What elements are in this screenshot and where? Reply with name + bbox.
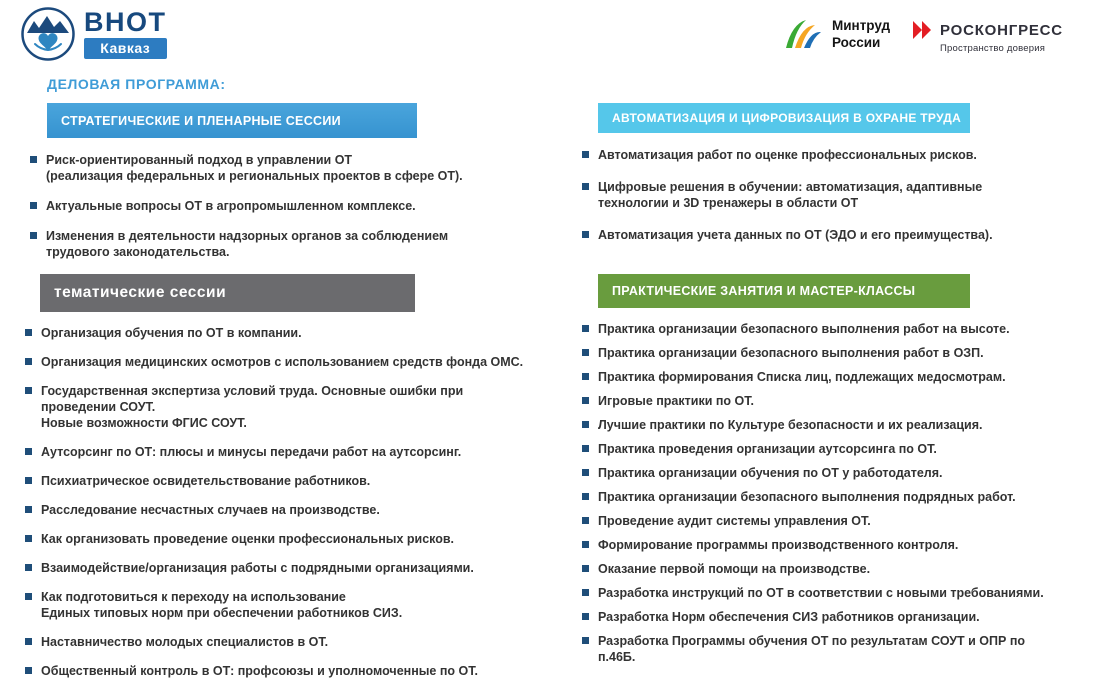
section-practical-masterclasses	[582, 274, 1064, 673]
bullet-square-icon	[30, 156, 37, 163]
mintrud-logo-text	[832, 18, 890, 52]
bullet-square-icon	[582, 397, 589, 404]
list-item-text: Актуальные вопросы ОТ в агропромышленном комплексе.	[46, 199, 416, 213]
list-item	[25, 502, 540, 518]
list-item	[25, 560, 540, 576]
list-item-text: Разработка инструкций по ОТ в соответствии с новыми требованиями.	[598, 586, 1044, 600]
list-item	[582, 227, 1064, 243]
bullet-square-icon	[25, 477, 32, 484]
vnot-logo	[20, 6, 167, 62]
list-item	[30, 152, 512, 184]
section-header-practical: ПРАКТИЧЕСКИЕ ЗАНЯТИЯ И МАСТЕР-КЛАССЫ	[598, 274, 970, 308]
list-item	[582, 345, 1064, 361]
bullet-square-icon	[30, 232, 37, 239]
list-item-text: Практика организации безопасного выполнения работ на высоте.	[598, 322, 1010, 336]
bullet-square-icon	[582, 469, 589, 476]
bullet-square-icon	[25, 506, 32, 513]
bullet-square-icon	[582, 445, 589, 452]
bullet-square-icon	[582, 589, 589, 596]
automation-session-list	[582, 147, 1064, 243]
bullet-square-icon	[582, 493, 589, 500]
bullet-square-icon	[582, 421, 589, 428]
list-item-text: Расследование несчастных случаев на производстве.	[41, 503, 380, 517]
list-item	[25, 383, 540, 431]
section-header-automation: АВТОМАТИЗАЦИЯ И ЦИФРОВИЗАЦИЯ В ОХРАНЕ ТРУДА	[598, 103, 970, 133]
bullet-square-icon	[25, 667, 32, 674]
list-item-text: Автоматизация учета данных по ОТ (ЭДО и его преимущества).	[598, 228, 993, 242]
section-thematic-sessions	[25, 274, 540, 682]
roscongress-name: РОСКОНГРЕСС	[940, 21, 1063, 39]
section-strategic-sessions	[30, 103, 512, 274]
list-item-text: Практика организации безопасного выполнения подрядных работ.	[598, 490, 1016, 504]
list-item-text: Организация медицинских осмотров с использованием средств фонда ОМС.	[41, 355, 524, 369]
list-item-text: Практика проведения организации аутсорсинга по ОТ.	[598, 442, 937, 456]
list-item	[25, 473, 540, 489]
list-item	[30, 228, 512, 260]
list-item-text: Организация обучения по ОТ в компании.	[41, 326, 302, 340]
list-item	[582, 513, 1064, 529]
list-item	[25, 634, 540, 650]
list-item	[582, 441, 1064, 457]
list-item-text: Разработка Программы обучения ОТ по результатам СОУТ и ОПР по п.46Б.	[598, 634, 1026, 664]
mintrud-line2: России	[832, 35, 881, 50]
thematic-session-list	[25, 325, 540, 679]
list-item	[25, 531, 540, 547]
vnot-emblem-icon	[20, 6, 76, 62]
list-item-text: Проведение аудит системы управления ОТ.	[598, 514, 871, 528]
section-automation-digitalization	[582, 103, 1064, 259]
list-item-text: Разработка Норм обеспечения СИЗ работников организации.	[598, 610, 980, 624]
bullet-square-icon	[30, 202, 37, 209]
list-item	[582, 369, 1064, 385]
list-item-text: Риск-ориентированный подход в управлении ОТ (реализация федеральных и региональных проектов в сфере ОТ).	[46, 153, 463, 183]
mintrud-emblem-icon	[783, 16, 823, 54]
bullet-square-icon	[582, 373, 589, 380]
list-item-text: Как организовать проведение оценки профессиональных рисков.	[41, 532, 455, 546]
list-item	[582, 489, 1064, 505]
bullet-square-icon	[25, 448, 32, 455]
list-item	[25, 589, 540, 621]
page-title: ДЕЛОВАЯ ПРОГРАММА:	[47, 76, 226, 92]
mintrud-line1: Минтруд	[832, 18, 891, 34]
bullet-square-icon	[582, 637, 589, 644]
list-item	[582, 585, 1064, 601]
list-item	[582, 417, 1064, 433]
list-item	[25, 663, 540, 679]
list-item-text: Практика организации безопасного выполнения работ в ОЗП.	[598, 346, 984, 360]
list-item-text: Практика организации обучения по ОТ у работодателя.	[598, 466, 943, 480]
roscongress-logo	[912, 20, 1063, 54]
list-item-text: Автоматизация работ по оценке профессиональных рисков.	[598, 148, 977, 162]
practical-session-list	[582, 321, 1064, 665]
list-item-text: Как подготовиться к переходу на использование Единых типовых норм при обеспечении работников СИЗ.	[41, 590, 403, 620]
bullet-square-icon	[25, 329, 32, 336]
bullet-square-icon	[25, 564, 32, 571]
bullet-square-icon	[582, 541, 589, 548]
roscongress-mark-icon	[912, 20, 933, 40]
bullet-square-icon	[25, 358, 32, 365]
list-item-text: Психиатрическое освидетельствование работников.	[41, 474, 371, 488]
vnot-logo-text	[84, 9, 167, 59]
section-header-thematic: тематические сессии	[40, 274, 415, 312]
list-item	[582, 633, 1064, 665]
bullet-square-icon	[582, 565, 589, 572]
list-item	[582, 147, 1064, 163]
strategic-session-list	[30, 152, 512, 260]
bullet-square-icon	[25, 593, 32, 600]
list-item	[25, 444, 540, 460]
bullet-square-icon	[582, 183, 589, 190]
list-item-text: Наставничество молодых специалистов в ОТ.	[41, 635, 329, 649]
list-item-text: Государственная экспертиза условий труда. Основные ошибки при проведении СОУТ. Новые возможности ФГИС СОУТ.	[41, 384, 464, 430]
list-item-text: Изменения в деятельности надзорных органов за соблюдением трудового законодательства.	[46, 229, 449, 259]
bullet-square-icon	[582, 517, 589, 524]
mintrud-logo	[783, 16, 890, 54]
list-item-text: Лучшие практики по Культуре безопасности и их реализация.	[598, 418, 983, 432]
bullet-square-icon	[25, 535, 32, 542]
roscongress-tagline: Пространство доверия	[940, 43, 1046, 54]
list-item	[582, 561, 1064, 577]
list-item	[582, 465, 1064, 481]
list-item	[30, 198, 512, 214]
section-header-strategic: СТРАТЕГИЧЕСКИЕ И ПЛЕНАРНЫЕ СЕССИИ	[47, 103, 417, 138]
list-item-text: Игровые практики по ОТ.	[598, 394, 754, 408]
bullet-square-icon	[25, 638, 32, 645]
list-item-text: Цифровые решения в обучении: автоматизация, адаптивные технологии и 3D тренажеры в области ОТ	[598, 180, 983, 210]
list-item	[25, 354, 540, 370]
list-item-text: Оказание первой помощи на производстве.	[598, 562, 871, 576]
bullet-square-icon	[582, 349, 589, 356]
list-item-text: Практика формирования Списка лиц, подлежащих медосмотрам.	[598, 370, 1006, 384]
list-item	[582, 321, 1064, 337]
list-item-text: Взаимодействие/организация работы с подрядными организациями.	[41, 561, 474, 575]
list-item-text: Общественный контроль в ОТ: профсоюзы и уполномоченные по ОТ.	[41, 664, 478, 678]
list-item	[25, 325, 540, 341]
list-item-text: Формирование программы производственного контроля.	[598, 538, 959, 552]
list-item	[582, 537, 1064, 553]
bullet-square-icon	[25, 387, 32, 394]
bullet-square-icon	[582, 231, 589, 238]
bullet-square-icon	[582, 325, 589, 332]
list-item	[582, 393, 1064, 409]
list-item	[582, 179, 1064, 211]
vnot-region-badge: Кавказ	[84, 38, 167, 59]
list-item-text: Аутсорсинг по ОТ: плюсы и минусы передачи работ на аутсорсинг.	[41, 445, 462, 459]
bullet-square-icon	[582, 151, 589, 158]
vnot-name: ВНОТ	[84, 7, 167, 37]
bullet-square-icon	[582, 613, 589, 620]
list-item	[582, 609, 1064, 625]
